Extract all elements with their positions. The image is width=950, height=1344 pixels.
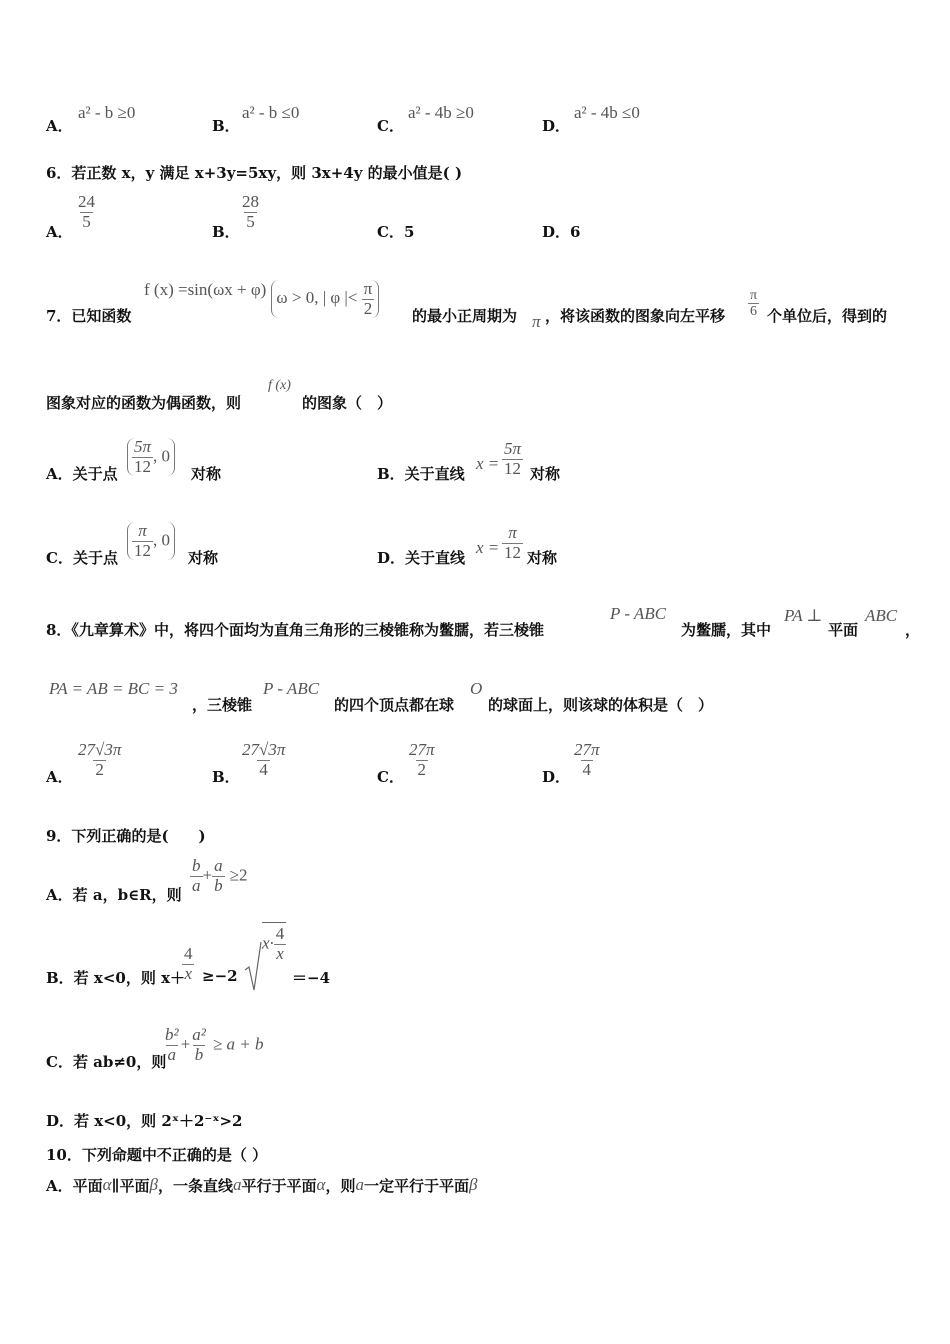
q8-option-d-label: D． (542, 768, 571, 786)
fraction-denominator: 5 (82, 211, 91, 231)
q7-option-a-tail: 对称 (191, 465, 222, 483)
q5-option-a (46, 115, 73, 136)
fraction-denominator: x (184, 963, 193, 983)
q9-stem: 9．下列正确的是( ) (46, 827, 206, 845)
q8-option-a-fraction (76, 741, 123, 779)
q8-option-b-fraction (240, 741, 287, 779)
fraction-denominator: 12 (504, 542, 521, 562)
point-zero: , 0 (153, 446, 171, 466)
q8-line2a: ，三棱锥 (192, 696, 253, 714)
text-part: ，一条直线 (158, 1177, 234, 1195)
q9-option-a-math (190, 857, 248, 895)
text-part: A．平面 (46, 1177, 103, 1195)
fraction-denominator: 4 (582, 759, 592, 779)
sqrt-x: x· (262, 934, 274, 953)
q7-period: π (532, 312, 541, 331)
fraction-denominator: 4 (259, 759, 268, 779)
q8-sphere-o: O (470, 679, 483, 698)
condition-text: ω > 0, | φ |< (276, 288, 358, 308)
q5-option-b: B． (212, 117, 240, 135)
q6-option-c: C．5 (377, 223, 415, 241)
point-paren (127, 522, 175, 560)
q7-option-c-point (127, 522, 175, 560)
q10-option-a (46, 1175, 477, 1196)
q5-option-d-math: a² - 4b ≤0 (574, 103, 640, 122)
sqrt-radicand (262, 922, 286, 963)
fraction-numerator: 5π (134, 437, 152, 456)
q9-option-b-fraction (182, 945, 195, 983)
fraction-numerator: 4 (275, 924, 285, 944)
fraction-numerator: 24 (78, 192, 95, 211)
fraction-numerator: 27√3π (242, 740, 286, 759)
fraction-denominator: x (276, 944, 284, 963)
point-paren (127, 438, 175, 476)
q7-mid: 的最小正周期为 (412, 307, 518, 325)
q7-option-b-text: B．关于直线 (377, 465, 465, 483)
text-part: 平行于平面 (241, 1177, 317, 1195)
q8-option-d-fraction (572, 741, 602, 779)
fraction-numerator: b² (165, 1025, 179, 1044)
q7-option-d-x: x = (476, 538, 500, 557)
q7-option-d-text: D．关于直线 (377, 549, 466, 567)
q9-option-d: D．若 x<0，则 2ˣ＋2⁻ˣ>2 (46, 1112, 243, 1130)
q5-option-d: D． (542, 117, 571, 135)
text-part: ，则 (325, 1177, 356, 1195)
text-part: 一定平行于平面 (363, 1177, 469, 1195)
sqrt-icon (244, 940, 262, 992)
fraction-denominator: a (192, 875, 201, 895)
q6-option-b-fraction (240, 193, 261, 231)
plane-alpha: α (102, 1175, 112, 1194)
q8-option-b-label: B． (212, 768, 240, 786)
q8-line2b: 的四个顶点都在球 (334, 696, 455, 714)
plane-beta: β (149, 1175, 158, 1194)
q7-line2b: 的图象（ ） (302, 394, 393, 412)
q8-line2c: 的球面上，则该球的体积是（ ） (488, 696, 714, 714)
text-part: ∥平面 (111, 1177, 150, 1195)
q7-line2-func: f (x) (268, 378, 291, 393)
q9-option-b-sqrt (244, 924, 286, 992)
fraction-denominator: 12 (134, 540, 151, 560)
fraction-numerator: 27π (409, 740, 435, 759)
fraction-denominator: a (167, 1044, 177, 1064)
fraction-numerator: b (192, 856, 201, 875)
function-formula: f (x) =sin(ωx + φ) (144, 280, 267, 299)
condition-paren (271, 280, 379, 318)
fraction-numerator: 27π (574, 740, 600, 759)
option-label: A． (46, 117, 73, 135)
fraction-numerator: 5π (504, 439, 522, 458)
q7-mid2: ，将该函数的图象向左平移 (545, 307, 726, 325)
point-zero: , 0 (153, 530, 170, 550)
fraction-denominator: b (194, 1044, 204, 1064)
q8-option-c-label: C． (377, 768, 404, 786)
q7-option-c-text: C．关于点 (46, 549, 118, 567)
line-a: a (355, 1175, 364, 1194)
q6-option-b-label: B． (212, 223, 240, 241)
q7-option-b-x: x = (476, 454, 500, 473)
q9-option-b-eq: ＝−4 (292, 969, 331, 987)
q7-lead: 7．已知函数 (46, 307, 132, 325)
fraction-denominator: 12 (134, 456, 152, 476)
q8-mid: 为鳖臑，其中 (681, 621, 772, 639)
q5-option-a-math: a² - b ≥0 (78, 103, 136, 122)
q7-option-c-tail: 对称 (188, 549, 219, 567)
q6-stem: 6．若正数 x，y 满足 x+3y=5xy，则 3x+4y 的最小值是( ) (46, 164, 463, 182)
plane-alpha: α (316, 1175, 326, 1194)
q9-option-c-math (163, 1026, 263, 1064)
q6-option-d: D．6 (542, 223, 581, 241)
fraction-numerator: π (363, 279, 373, 298)
fraction-numerator: π (508, 523, 517, 542)
fraction-numerator: 28 (242, 192, 259, 211)
q7-function-expression (144, 280, 379, 318)
q8-equality: PA = AB = BC = 3 (49, 679, 178, 698)
q5-option-b-math: a² - b ≤0 (242, 103, 300, 122)
fraction-numerator: π (750, 288, 758, 303)
plane-beta: β (469, 1175, 478, 1194)
q7-tail: 个单位后，得到的 (767, 307, 888, 325)
line-a: a (233, 1175, 242, 1194)
q8-pabc2: P - ABC (263, 679, 320, 698)
inequality: ≥ a + b (212, 1034, 264, 1054)
q7-shift-fraction (748, 288, 759, 320)
fraction-denominator: 6 (750, 304, 758, 320)
q7-line2a: 图象对应的函数为偶函数，则 (46, 394, 242, 412)
plus-sign: + (180, 1034, 191, 1054)
q8-lead: 8．《九章算术》中，将四个面均为直角三角形的三棱锥称为鳖臑，若三棱锥 (46, 621, 544, 639)
q8-pa-perp: PA ⊥ (784, 606, 823, 625)
fraction-numerator: 27√3π (78, 740, 122, 759)
q8-plane: 平面 (828, 621, 859, 639)
q8-comma: ， (905, 621, 921, 639)
q7-option-d-tail: 对称 (527, 549, 558, 567)
q8-option-c-fraction (407, 741, 437, 779)
q9-option-b-text: B．若 x<0，则 x＋ (46, 969, 186, 987)
q10-stem: 10．下列命题中不正确的是（ ） (46, 1146, 268, 1164)
q7-option-d-fraction (502, 524, 523, 562)
q6-option-a-fraction (76, 193, 97, 231)
q8-pabc: P - ABC (610, 604, 667, 623)
fraction-numerator: π (138, 521, 147, 540)
fraction-denominator: 2 (95, 759, 104, 779)
inequality: ≥2 (229, 865, 248, 885)
fraction-denominator: 2 (363, 298, 373, 318)
fraction-denominator: 2 (417, 759, 427, 779)
fraction-numerator: 4 (184, 944, 193, 963)
q6-option-a-label: A． (46, 223, 73, 241)
q8-option-a-label: A． (46, 768, 73, 786)
fraction-denominator: 5 (246, 211, 255, 231)
fraction-numerator: a² (192, 1025, 206, 1044)
fraction-denominator: b (214, 875, 223, 895)
q9-option-c-text: C．若 ab≠0，则 (46, 1053, 167, 1071)
q7-option-a-text: A．关于点 (46, 465, 118, 483)
q7-option-a-point (127, 438, 175, 476)
q5-option-c: C． (377, 117, 404, 135)
q9-option-b-ge: ≥−2 (202, 967, 238, 985)
q5-option-c-math: a² - 4b ≥0 (408, 103, 474, 122)
fraction-denominator: 12 (504, 458, 522, 478)
fraction-numerator: a (214, 856, 223, 875)
q7-option-b-fraction (502, 440, 523, 478)
q8-abc: ABC (865, 606, 898, 625)
q9-option-a-text: A．若 a，b∈R，则 (46, 886, 182, 904)
plus-sign: + (202, 865, 213, 885)
q7-option-b-tail: 对称 (530, 465, 561, 483)
